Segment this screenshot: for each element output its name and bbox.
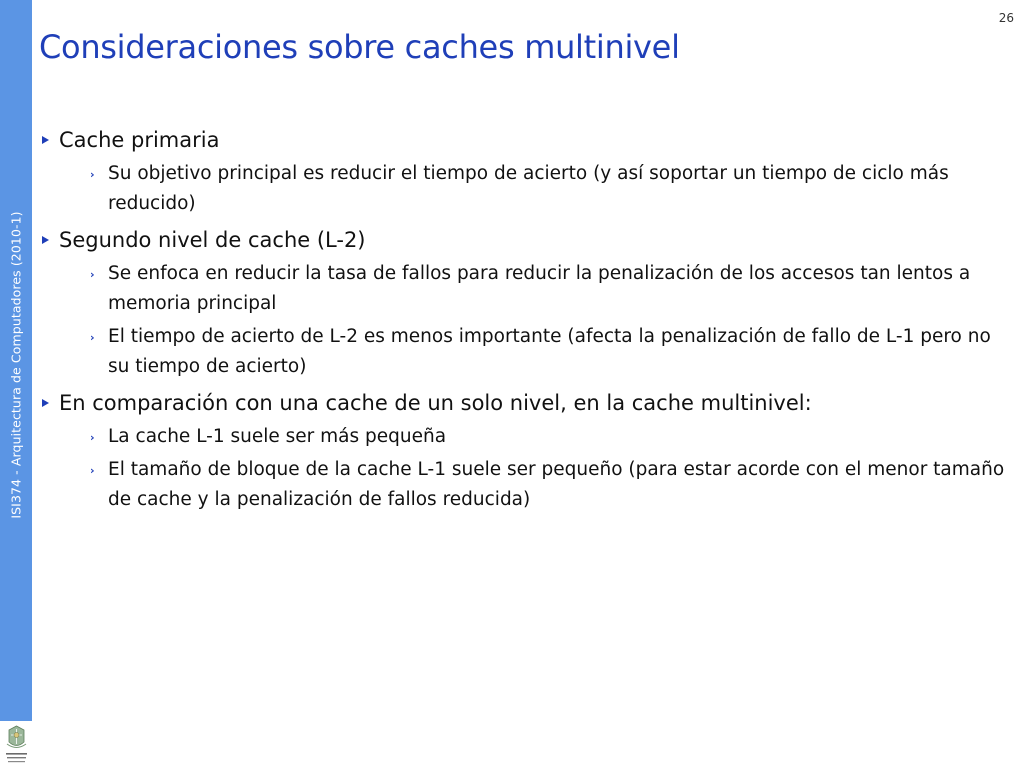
bullet-item (42, 387, 1007, 419)
bullet-item (42, 224, 1007, 256)
sub-bullet-text: Se enfoca en reducir la tasa de fallos para reducir la penalización de los accesos tan lentos a memoria principal (108, 263, 971, 314)
sub-bullet-chevron-icon: › (90, 431, 95, 444)
bullet-text: Cache primaria (59, 128, 220, 152)
slide-title: Consideraciones sobre caches multinivel (39, 28, 680, 66)
sub-bullet-item (90, 259, 1007, 319)
bullet-text: Segundo nivel de cache (L-2) (59, 228, 366, 252)
sub-bullet-chevron-icon: › (90, 331, 95, 344)
bullet-arrow-icon (42, 136, 49, 144)
sidebar-band (0, 0, 32, 721)
sub-bullet-text: El tamaño de bloque de la cache L-1 suele ser pequeño (para estar acorde con el menor tamaño de cache y la penalización de fallos reducida) (108, 459, 1005, 510)
sub-bullet-chevron-icon: › (90, 464, 95, 477)
page-number: 26 (998, 11, 1014, 25)
sub-bullet-item (90, 455, 1007, 515)
sub-bullet-text: Su objetivo principal es reducir el tiempo de acierto (y así soportar un tiempo de ciclo más reducido) (108, 163, 949, 214)
sub-bullet-text: La cache L-1 suele ser más pequeña (108, 426, 447, 447)
bullet-arrow-icon (42, 236, 49, 244)
university-seal-icon (1, 724, 32, 766)
bullet-arrow-icon (42, 399, 49, 407)
bullet-list (42, 124, 1007, 515)
sub-bullet-chevron-icon: › (90, 268, 95, 281)
bullet-item (42, 124, 1007, 156)
sub-bullet-chevron-icon: › (90, 168, 95, 181)
bullet-text: En comparación con una cache de un solo nivel, en la cache multinivel: (59, 391, 812, 415)
sub-bullet-text: El tiempo de acierto de L-2 es menos importante (afecta la penalización de fallo de L-1 pero no su tiempo de acierto) (108, 326, 991, 377)
course-label: ISI374 - Arquitectura de Computadores (2010-1) (8, 211, 24, 519)
sub-bullet-item (90, 422, 1007, 452)
sub-bullet-item (90, 322, 1007, 382)
sub-bullet-item (90, 159, 1007, 219)
